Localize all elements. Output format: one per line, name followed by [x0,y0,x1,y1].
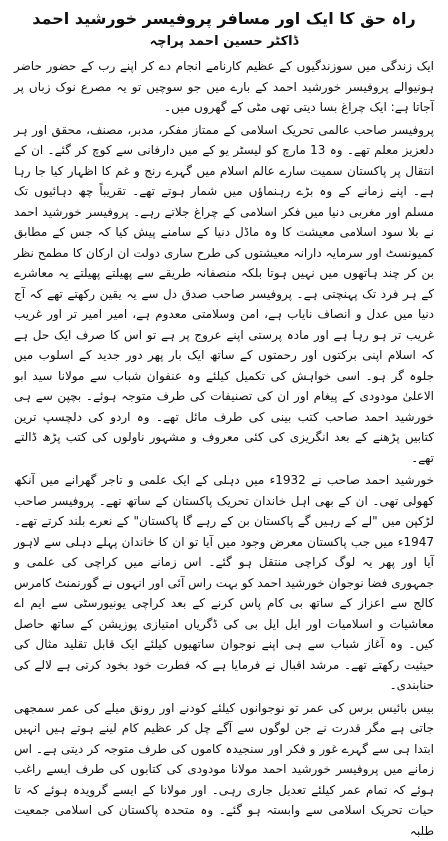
article-title: راہ حق کا ایک اور مسافر پروفیسر خورشید احمد [14,8,434,30]
article-paragraph: خورشید احمد صاحب نے 1932ء میں دہلی کے ایک علمی و تاجر گھرانے میں آنکھ کھولی تھی۔ ان کے بھی اہل خاندان تحریک پاکستان کے ساتھ تھے۔ پروفیسر صاحب لڑکپن میں "لے کے رہیں گے پاکستان بن کے رہے گا پاکستان" کے نعرے بلند کرتے تھے۔ 1947ء میں جب پاکستان معرض وجود میں آیا تو ان کا خاندان پہلے دہلی سے لاہور آیا اور پھر یہ لوگ کراچی منتقل ہو گئے۔ اس زمانے میں کراچی کی علمی و جمہوری فضا نوجوان خورشید احمد کو بہت راس آئی اور انہوں نے گورنمنٹ کامرس کالج سے اعزاز کے ساتھ بی کام پاس کرنے کے بعد کراچی یونیورسٹی سے ایم اے معاشیات و اسلامیات اور ایل ایل بی کی ڈگریاں امتیازی پوزیشن کے ساتھ حاصل کیں۔ وہ آغاز شباب سے ہی اپنے نوجوان ساتھیوں کیلئے ایک قابل تقلید مثال کی حیثیت رکھتے تھے۔ مرشد اقبال نے فرمایا ہے کہ فطرت خود بخود کرتی ہے لالے کی حنابندی۔ [14,470,434,696]
article-byline: ڈاکٹر حسین احمد پراچہ [14,32,434,52]
article-paragraph: پروفیسر صاحب عالمی تحریک اسلامی کے ممتاز مفکر، مدبر، مصنف، محقق اور ہر دلعزیز معلم تھے۔ وہ 13 مارچ کو لیسٹر یو کے میں دارفانی سے کوچ کر گئے۔ ان کے انتقال پر پاکستان سمیت سارے عالم اسلام میں گہرے رنج و غم کا اظہار کیا جا رہا ہے۔ اپنے زمانے کے وہ بڑے رہنماؤں میں شمار ہوتے تھے۔ تقریباً چھ دہائیوں تک مسلم اور مغربی دنیا میں فکر اسلامی کے چراغ جلاتے رہے۔ پروفیسر خورشید احمد نے بلا سود اسلامی معیشت کا وہ ماڈل دنیا کے سامنے پیش کیا کہ جس کے مطابق کمیونسٹ اور سرمایہ دارانہ معیشتوں کی طرح ساری دولت ان ارکان کا مطمح نظر بن کر چند ہاتھوں میں نہیں ہوتا بلکہ منصفانہ طریقے سے پھیلتے پھیلتے یہ معاشرے کے ہر فرد تک پہنچتی ہے۔ پروفیسر صاحب صدق دل سے یہ یقین رکھتے تھے کہ آج دنیا میں عدل و انصاف نایاب ہے، امن وسلامتی معدوم ہے، امیر امیر تر اور غریب غریب تر ہو رہا ہے اور مادہ پرستی اپنے عروج پر ہے تو اس کا صرف ایک حل ہے کہ اسلام اپنی برکتوں اور رحمتوں کے ساتھ ایک بار پھر دور جدید کے اسلوب میں جلوہ گر ہو۔ اسی خواہش کی تکمیل کیلئے وہ عنفوان شباب سے مولانا سید ابو الاعلیٰ مودودی کے پیغام اور ان کی تصنیفات کی طرف متوجہ ہوئے۔ بچپن سے ہی خورشید احمد صاحب کتب بینی کی طرف مائل تھے۔ وہ اردو کی دلچسپ ترین کتابیں پڑھنے کے بعد انگریزی کی کئی معروف و مشہور ناولوں کی کتب پڑھ ڈالتے تھے۔ [14,120,434,469]
article-body [14,56,434,841]
article-paragraph: ایک زندگی میں سوزندگیوں کے عظیم کارنامے انجام دے کر اپنے رب کے حضور حاضر ہونیوالے پروفیسر خورشید احمد کے بارے میں جو سوچیں تو یہ مصرع نوک زباں پر آجاتا ہے: ایک چراغ بسا دیتی تھی مٹی کے گھروں میں۔ [14,56,434,118]
article-paragraph: بیس بائیس برس کی عمر تو نوجوانوں کیلئے کودنے اور رونق میلے کی عمر سمجھی جاتی ہے مگر قدرت نے جن لوگوں سے آگے چل کر عظیم کام لینے ہوتے ہیں انہیں ابتدا ہی سے گہرے غور و فکر اور سنجیدہ کاموں کی طرف متوجہ کر دیتی ہے۔ اس زمانے میں پروفیسر خورشید احمد مولانا مودودی کی کتابوں کی طرف ایسے راغب ہوئے کہ تمام عمر کیلئے تعدیل جاری رہی۔ اور مولانا کے ایسے گرویدہ ہوئے کہ تا حیات تحریک اسلامی سے وابستہ ہو گئے۔ وہ متحدہ پاکستان کی اسلامی جمعیت طلبہ [14,698,434,841]
